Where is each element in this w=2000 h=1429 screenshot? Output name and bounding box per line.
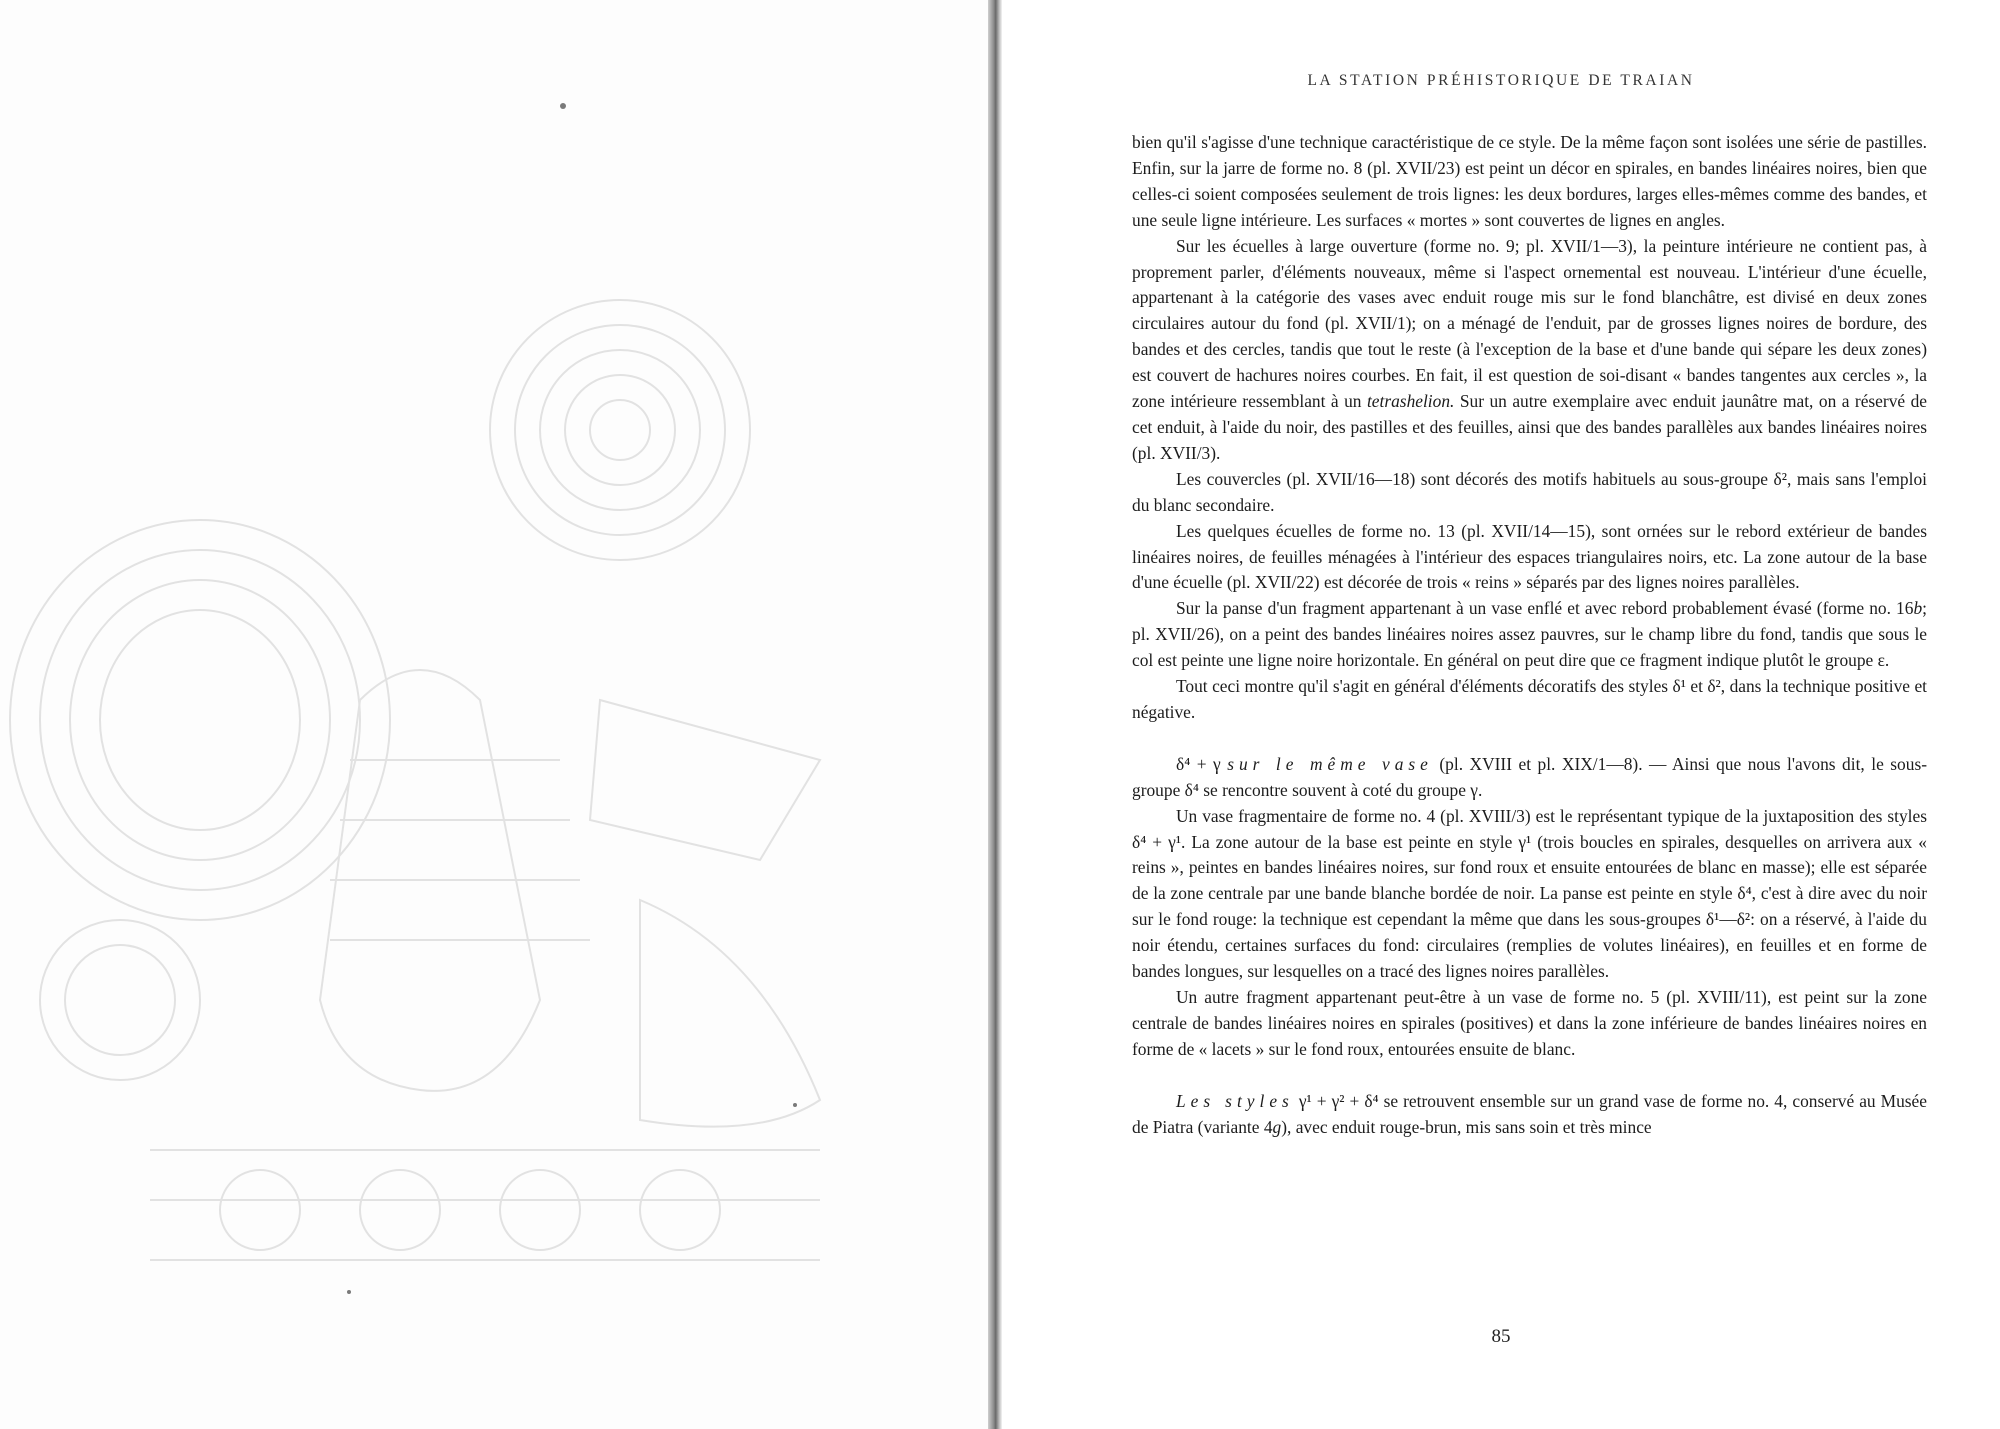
paragraph: Un autre fragment appartenant peut-être à un vase de forme no. 5 (pl. XVIII/11), est peint sur la zone centrale de bandes linéaires noires en spirales (positives) et dans la zone inférieure de bandes linéaires noires en forme de « lacets » sur le fond roux, entourées ensuite de blanc. [1132,987,1927,1059]
book-gutter [988,0,1002,1429]
paragraph: Un vase fragmentaire de forme no. 4 (pl. XVIII/3) est le représentant typique de la juxtaposition des styles δ⁴ + γ¹. La zone autour de la base est peinte en style γ¹ (trois boucles en spirales, desquelles on arrivera aux « reins », peintes en bandes linéaires noires, sur fond roux et ensuite entourées de blanc en masse); elle est séparée de la zone centrale par une bande blanche bordée de noir. La panse est peinte en style δ⁴, c'est à dire avec du noir sur le fond rouge: la technique est cependant la même que dans les sous-groupes δ¹—δ²: on a réservé, à l'aide du noir étendu, certaines surfaces du fond: circulaires (remplies de volutes linéaires), en feuilles et en forme de bandes longues, sur lesquelles on a tracé des lignes noires parallèles. [1132,805,1927,982]
left-page-show-through [0,0,990,1429]
section-paragraph: δ⁴ + γ sur le même vase (pl. XVIII et pl. XIX/1—8). — Ainsi que nous l'avons dit, le sous-groupe δ⁴ se rencontre souvent à coté du groupe γ. [1132,753,1927,800]
paragraph: Les quelques écuelles de forme no. 13 (pl. XVII/14—15), sont ornées sur le rebord extérieur de bandes linéaires noires, de feuilles ménagées à l'intérieur des espaces triangulaires noirs, etc. La zone autour de la base d'une écuelle (pl. XVII/22) est décorée de trois « reins » séparés par des lignes noires parallèles. [1132,520,1927,593]
show-through-illustration [0,0,990,1429]
paragraph: Sur la panse d'un fragment appartenant à un vase enflé et avec rebord probablement évasé (forme no. 16b; pl. XVII/26), on a peint des bandes linéaires noires assez pauvres, sur le champ libre du fond, tandis que sous le col est peinte une ligne noire horizontale. En général on peut dire que ce fragment indique plutôt le groupe ε. [1132,598,1927,671]
right-page [1002,0,2000,1429]
italic-term: tetrashelion. [1366,391,1455,412]
paragraph: bien qu'il s'agisse d'une technique caractéristique de ce style. De la même façon sont isolées une série de pastilles. Enfin, sur la jarre de forme no. 8 (pl. XVII/23) est peint un décor en spirales, en bandes linéaires noires, bien que celles-ci soient composées seulement de trois lignes: les deux bordures, larges elles-mêmes comme des bandes, et une seule ligne intérieure. Les surfaces « mortes » sont couvertes de lignes en angles. [1132,132,1927,230]
running-head: LA STATION PRÉHISTORIQUE DE TRAIAN [1307,72,1695,89]
section-paragraph: Les styles γ¹ + γ² + δ⁴ se retrouvent ensemble sur un grand vase de forme no. 4, conservé au Musée de Piatra (variante 4g), avec enduit rouge-brun, mis sans soin et très mince [1132,1090,1927,1137]
body-text [1132,130,1927,1141]
paragraph: Tout ceci montre qu'il s'agit en général d'éléments décoratifs des styles δ¹ et δ², dans la technique positive et négative. [1132,676,1927,722]
page-speck [347,1290,351,1294]
page-speck [560,103,566,109]
page-speck [793,1103,797,1107]
page-number: 85 [1491,1326,1511,1347]
paragraph: Sur les écuelles à large ouverture (forme no. 9; pl. XVII/1—3), la peinture intérieure ne contient pas, à proprement parler, d'éléments nouveaux, même si l'aspect ornemental est nouveau. L'intérieur d'une écuelle, appartenant à la catégorie des vases avec enduit rouge mis sur le fond blanchâtre, est divisé en deux zones circulaires autour du fond (pl. XVII/1); on a ménagé de l'enduit, par de grosses lignes noires de bordure, des bandes et des cercles, tandis que tout le reste (à l'exception de la base et d'une bande qui sépare les deux zones) est couvert de hachures noires courbes. En fait, il est question de soi-disant « bandes tangentes aux cercles », la zone intérieure ressemblant à un tetrashelion. Sur un autre exemplaire avec enduit jaunâtre mat, on a réservé de cet enduit, à l'aide du noir, des pastilles et des feuilles, ainsi que des bandes parallèles aux bandes linéaires noires (pl. XVII/3). [1132,235,1927,463]
spaced-heading: Les styles [1176,1090,1294,1111]
paragraph: Les couvercles (pl. XVII/16—18) sont décorés des motifs habituels au sous-groupe δ², mais sans l'emploi du blanc secondaire. [1132,468,1927,515]
spaced-heading: sur le même vase [1227,753,1433,774]
